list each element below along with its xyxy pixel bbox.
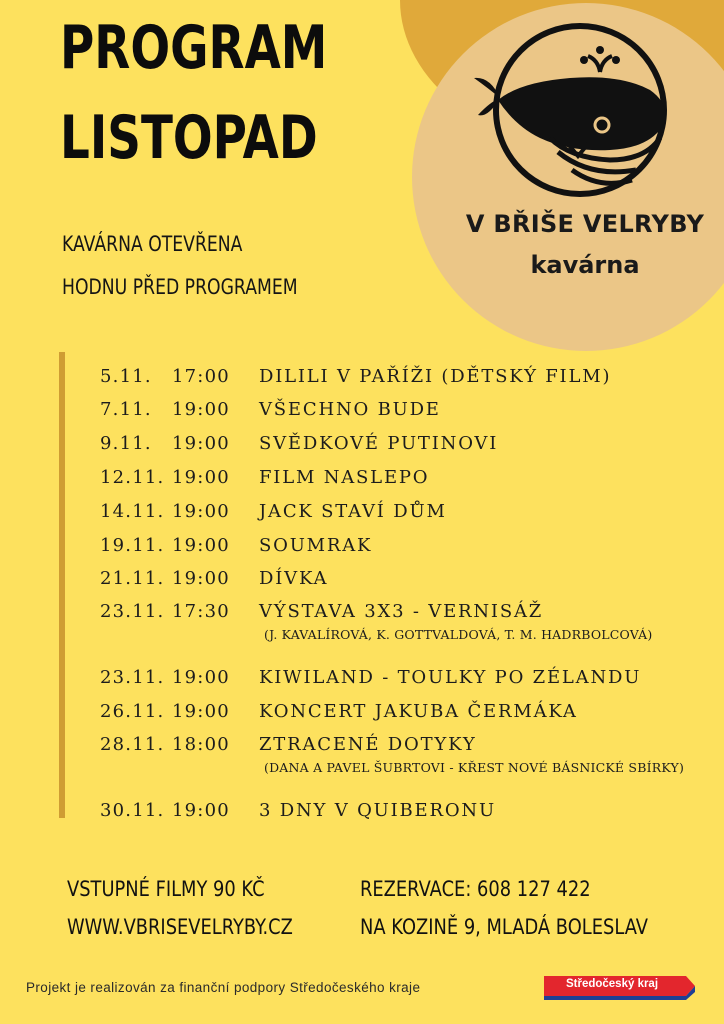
program-date: 5.11. (100, 366, 152, 387)
program-item (0, 366, 724, 396)
page-title-line1: PROGRAM (60, 13, 328, 83)
program-date: 23.11. (100, 667, 165, 688)
program-item (0, 734, 724, 784)
program-item (0, 433, 724, 463)
program-time: 17:30 (172, 601, 230, 622)
program-item (0, 535, 724, 565)
program-title: DILILI V PAŘÍŽI (DĚTSKÝ FILM) (259, 366, 612, 387)
program-item (0, 601, 724, 651)
program-item (0, 467, 724, 497)
sponsor-label: Středočeský kraj (565, 978, 659, 990)
program-time: 19:00 (172, 467, 230, 488)
funding-disclaimer: Projekt je realizován za finanční podpory Středočeského kraje (26, 980, 421, 995)
program-item (0, 701, 724, 731)
program-title: SVĚDKOVÉ PUTINOVI (259, 433, 499, 454)
program-title: ZTRACENÉ DOTYKY (259, 734, 477, 755)
program-title: KIWILAND - TOULKY PO ZÉLANDU (259, 667, 642, 688)
program-title: 3 DNY V QUIBERONU (259, 800, 496, 821)
program-time: 19:00 (172, 433, 230, 454)
program-time: 19:00 (172, 800, 230, 821)
program-title: DÍVKA (259, 568, 329, 589)
program-item (0, 399, 724, 429)
brand-subtitle: kavárna (530, 251, 640, 279)
program-time: 19:00 (172, 535, 230, 556)
program-item (0, 568, 724, 598)
brand-name: V BŘIŠE VELRYBY (465, 210, 705, 238)
program-title: JACK STAVÍ DŮM (259, 501, 447, 522)
program-time: 17:00 (172, 366, 230, 387)
program-date: 7.11. (100, 399, 152, 420)
address: NA KOZINĚ 9, MLADÁ BOLESLAV (360, 915, 648, 939)
program-time: 19:00 (172, 399, 230, 420)
program-date: 9.11. (100, 433, 152, 454)
program-date: 21.11. (100, 568, 165, 589)
program-item (0, 501, 724, 531)
admission-price: VSTUPNÉ FILMY 90 KČ (67, 877, 265, 901)
program-date: 28.11. (100, 734, 165, 755)
program-title: FILM NASLEPO (259, 467, 430, 488)
program-note: (DANA A PAVEL ŠUBRTOVI - KŘEST NOVÉ BÁSNICKÉ SBÍRKY) (264, 760, 685, 775)
intro-line1: KAVÁRNA OTEVŘENA (62, 232, 243, 256)
program-item (0, 800, 724, 830)
program-title: VŠECHNO BUDE (259, 399, 441, 420)
program-time: 19:00 (172, 667, 230, 688)
program-date: 19.11. (100, 535, 165, 556)
program-date: 12.11. (100, 467, 165, 488)
whale-icon (460, 20, 700, 200)
program-note: (J. KAVALÍROVÁ, K. GOTTVALDOVÁ, T. M. HADRBOLCOVÁ) (264, 627, 653, 642)
sponsor-logo (544, 976, 695, 1000)
website-link[interactable]: WWW.VBRISEVELRYBY.CZ (67, 915, 293, 939)
program-time: 19:00 (172, 701, 230, 722)
program-time: 19:00 (172, 501, 230, 522)
program-title: SOUMRAK (259, 535, 373, 556)
program-time: 18:00 (172, 734, 230, 755)
program-date: 14.11. (100, 501, 165, 522)
program-title: KONCERT JAKUBA ČERMÁKA (259, 701, 578, 722)
program-date: 23.11. (100, 601, 165, 622)
program-date: 30.11. (100, 800, 165, 821)
program-date: 26.11. (100, 701, 165, 722)
intro-line2: HODNU PŘED PROGRAMEM (62, 275, 298, 299)
program-title: VÝSTAVA 3X3 - VERNISÁŽ (259, 601, 544, 622)
program-item (0, 667, 724, 697)
page-title-line2: LISTOPAD (60, 103, 318, 173)
program-time: 19:00 (172, 568, 230, 589)
reservation-phone[interactable]: REZERVACE: 608 127 422 (360, 877, 591, 901)
